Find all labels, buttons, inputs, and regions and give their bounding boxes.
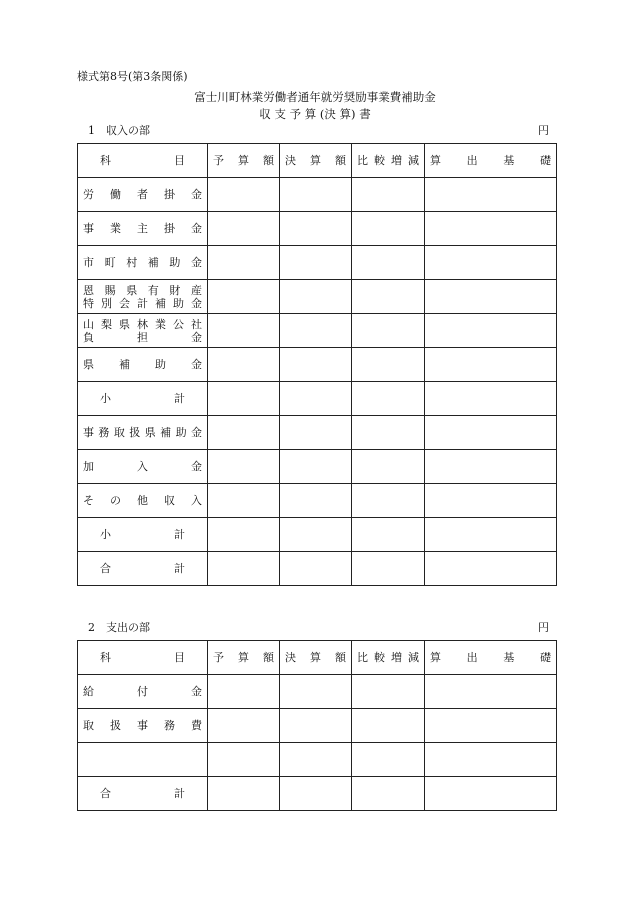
income-table-row (78, 212, 557, 246)
income-basis-cell[interactable] (425, 212, 557, 246)
expense-basis-cell[interactable] (425, 777, 557, 811)
income-basis-cell[interactable] (425, 348, 557, 382)
income-table-row (78, 552, 557, 586)
expense-settlement-cell[interactable] (280, 675, 352, 709)
expense-difference-cell[interactable] (352, 743, 425, 777)
income-difference-cell[interactable] (352, 178, 425, 212)
expense-difference-cell[interactable] (352, 709, 425, 743)
income-table-row (78, 382, 557, 416)
income-table-row (78, 178, 557, 212)
income-basis-cell[interactable] (425, 314, 557, 348)
income-section-label: 1 収入の部 (88, 124, 150, 137)
expense-item-text: 合計 (100, 787, 185, 800)
income-difference-cell[interactable] (352, 348, 425, 382)
expense-settlement-cell[interactable] (280, 743, 352, 777)
income-table-row (78, 518, 557, 552)
income-item-label (78, 280, 208, 314)
expense-table-row (78, 709, 557, 743)
income-settlement-cell[interactable] (280, 382, 352, 416)
form-number: 様式第8号(第3条関係) (77, 70, 188, 83)
income-difference-cell[interactable] (352, 280, 425, 314)
income-item-label (78, 314, 208, 348)
income-settlement-cell[interactable] (280, 348, 352, 382)
income-settlement-cell[interactable] (280, 518, 352, 552)
expense-header-cell: 比較増減 (352, 641, 425, 675)
income-header-cell: 比較増減 (352, 144, 425, 178)
income-difference-cell[interactable] (352, 518, 425, 552)
income-item-text: 労働者掛金 (83, 188, 202, 201)
income-item-label (78, 450, 208, 484)
income-budget-cell[interactable] (208, 280, 280, 314)
income-item-text: 事業主掛金 (83, 222, 202, 235)
income-header-row (78, 144, 557, 178)
income-item-label (78, 552, 208, 586)
income-unit-label: 円 (538, 124, 549, 137)
expense-item-text: 給付金 (83, 685, 202, 698)
income-budget-cell[interactable] (208, 382, 280, 416)
income-item-label (78, 178, 208, 212)
income-table-row (78, 314, 557, 348)
expense-table-row (78, 777, 557, 811)
income-difference-cell[interactable] (352, 314, 425, 348)
expense-settlement-cell[interactable] (280, 777, 352, 811)
income-item-text: 合計 (100, 562, 185, 575)
income-budget-cell[interactable] (208, 314, 280, 348)
income-basis-cell[interactable] (425, 280, 557, 314)
expense-basis-cell[interactable] (425, 743, 557, 777)
expense-header-cell: 科目 (78, 641, 208, 675)
expense-table (77, 640, 557, 811)
income-settlement-cell[interactable] (280, 416, 352, 450)
income-settlement-cell[interactable] (280, 450, 352, 484)
income-budget-cell[interactable] (208, 178, 280, 212)
income-settlement-cell[interactable] (280, 280, 352, 314)
expense-header-row (78, 641, 557, 675)
document-title: 富士川町林業労働者通年就労奨励事業費補助金 (194, 90, 436, 104)
income-budget-cell[interactable] (208, 518, 280, 552)
income-basis-cell[interactable] (425, 246, 557, 280)
income-item-label (78, 212, 208, 246)
income-item-text: 小計 (100, 392, 185, 405)
income-item-text: 市町村補助金 (83, 256, 202, 269)
income-settlement-cell[interactable] (280, 178, 352, 212)
income-table (77, 143, 557, 586)
document-subtitle: 収 支 予 算 (決 算) 書 (259, 107, 371, 121)
income-budget-cell[interactable] (208, 484, 280, 518)
income-difference-cell[interactable] (352, 382, 425, 416)
income-settlement-cell[interactable] (280, 552, 352, 586)
expense-table-row (78, 743, 557, 777)
expense-unit-label: 円 (538, 621, 549, 634)
income-budget-cell[interactable] (208, 552, 280, 586)
income-basis-cell[interactable] (425, 518, 557, 552)
income-difference-cell[interactable] (352, 416, 425, 450)
expense-difference-cell[interactable] (352, 777, 425, 811)
income-item-label (78, 484, 208, 518)
expense-difference-cell[interactable] (352, 675, 425, 709)
income-item-text: 県補助金 (83, 358, 202, 371)
expense-budget-cell[interactable] (208, 709, 280, 743)
income-item-label (78, 246, 208, 280)
expense-item-label (78, 777, 208, 811)
income-basis-cell[interactable] (425, 552, 557, 586)
income-item-label (78, 416, 208, 450)
income-item-text: 特別会計補助金 (83, 296, 202, 310)
income-item-text: 事務取扱県補助金 (83, 426, 202, 439)
expense-section-label: 2 支出の部 (88, 621, 150, 634)
income-table-row (78, 348, 557, 382)
expense-header-cell: 決算額 (280, 641, 352, 675)
income-budget-cell[interactable] (208, 246, 280, 280)
income-basis-cell[interactable] (425, 416, 557, 450)
income-header-cell: 算出基礎 (425, 144, 557, 178)
income-basis-cell[interactable] (425, 382, 557, 416)
income-header-cell: 科目 (78, 144, 208, 178)
expense-basis-cell[interactable] (425, 675, 557, 709)
expense-item-label (78, 743, 208, 777)
expense-item-text: 取扱事務費 (83, 719, 202, 732)
income-header-cell: 予算額 (208, 144, 280, 178)
income-difference-cell[interactable] (352, 552, 425, 586)
income-budget-cell[interactable] (208, 212, 280, 246)
income-item-text: 恩賜県有財産 (83, 283, 202, 297)
income-difference-cell[interactable] (352, 484, 425, 518)
expense-budget-cell[interactable] (208, 777, 280, 811)
expense-budget-cell[interactable] (208, 743, 280, 777)
income-basis-cell[interactable] (425, 178, 557, 212)
income-difference-cell[interactable] (352, 246, 425, 280)
income-settlement-cell[interactable] (280, 314, 352, 348)
income-difference-cell[interactable] (352, 450, 425, 484)
income-basis-cell[interactable] (425, 450, 557, 484)
income-item-text: 山梨県林業公社 (83, 317, 202, 331)
income-settlement-cell[interactable] (280, 246, 352, 280)
income-difference-cell[interactable] (352, 212, 425, 246)
income-settlement-cell[interactable] (280, 484, 352, 518)
expense-table-row (78, 675, 557, 709)
income-table-row (78, 280, 557, 314)
income-table-row (78, 484, 557, 518)
income-budget-cell[interactable] (208, 348, 280, 382)
income-item-text: その他収入 (83, 494, 202, 507)
income-basis-cell[interactable] (425, 484, 557, 518)
income-item-text: 小計 (100, 528, 185, 541)
income-budget-cell[interactable] (208, 450, 280, 484)
income-item-text: 負担金 (83, 330, 202, 344)
income-table-row (78, 246, 557, 280)
income-settlement-cell[interactable] (280, 212, 352, 246)
income-item-label (78, 382, 208, 416)
income-header-cell: 決算額 (280, 144, 352, 178)
expense-item-label (78, 709, 208, 743)
expense-settlement-cell[interactable] (280, 709, 352, 743)
income-item-label (78, 348, 208, 382)
income-item-text: 加入金 (83, 460, 202, 473)
income-budget-cell[interactable] (208, 416, 280, 450)
expense-budget-cell[interactable] (208, 675, 280, 709)
expense-header-cell: 予算額 (208, 641, 280, 675)
expense-item-label (78, 675, 208, 709)
income-table-row (78, 416, 557, 450)
income-item-label (78, 518, 208, 552)
expense-header-cell: 算出基礎 (425, 641, 557, 675)
expense-basis-cell[interactable] (425, 709, 557, 743)
income-table-row (78, 450, 557, 484)
